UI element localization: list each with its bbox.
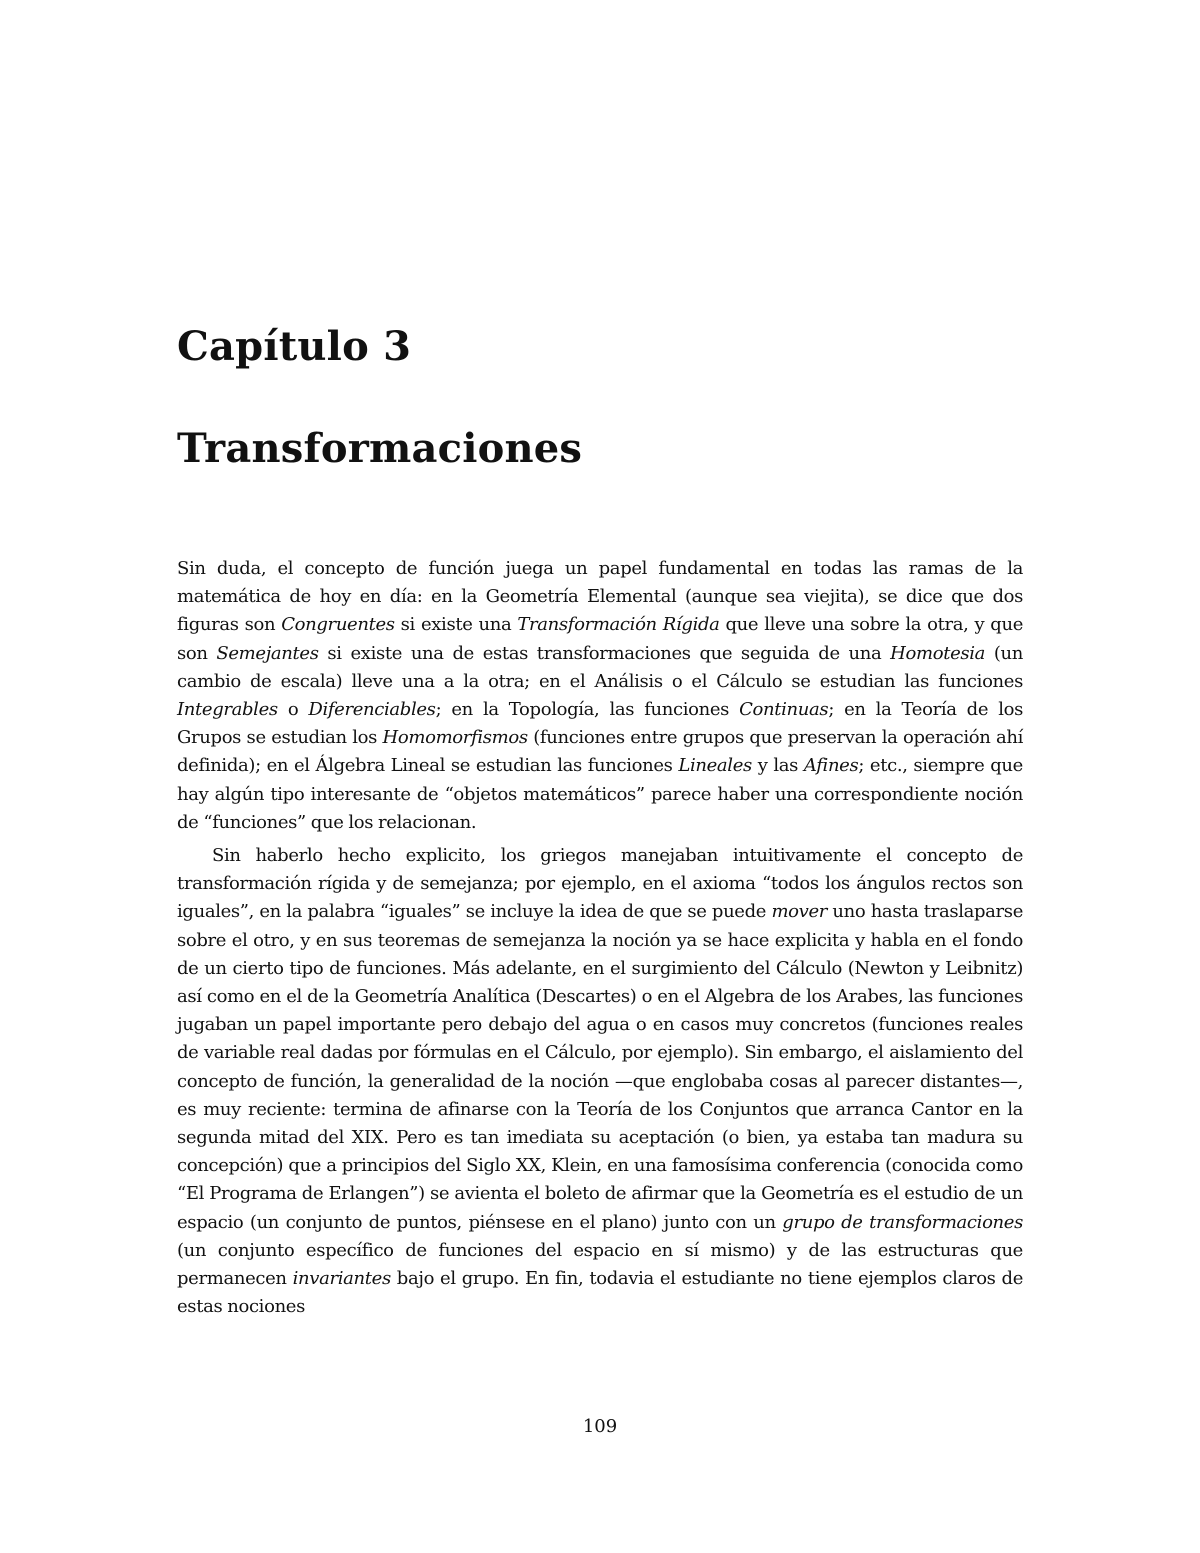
paragraph-2 [177,842,1023,1321]
page-number: 109 [582,1416,618,1437]
italic-term: Homomorfismos [382,727,528,749]
chapter-title: Transformaciones [177,425,583,472]
italic-term: Continuas [739,699,829,721]
text-segment: (funciones entre grupos que preservan la operación ahí definida); en el Álgebra Lineal se estudian las funciones [177,727,1023,777]
text-segment: y las [751,755,804,777]
italic-term: Lineales [678,755,752,777]
text-segment: ; en la Teoría de los Grupos se estudian los [177,699,1023,749]
text-segment: o [277,699,309,721]
italic-term: Transformación Rígida [517,614,720,636]
italic-term: Homotesia [890,642,986,664]
text-segment: uno hasta traslaparse sobre el otro, y en sus teoremas de semejanza la noción ya se hace explicita y habla en el fondo de un cierto tipo de funciones. Más adelante, en el surgimiento del Cálculo (Newton y Leibnitz) así como en el de la Geometría Analítica (Descartes) o en el Algebra de los Arabes, las funciones jugaban un papel importante pero debajo del agua o en casos muy concretos (funciones reales de variable real dadas por fórmulas en el Cálculo, por ejemplo). Sin embargo, el aislamiento del concepto de función, la generalidad de la noción —que englobaba cosas al parecer distantes—, es muy reciente: termina de afinarse con la Teoría de los Conjuntos que arranca Cantor en la segunda mitad del XIX. Pero es tan imediata su aceptación (o bien, ya estaba tan madura su concepción) que a principios del Siglo XX, Klein, en una famosísima conferencia (conocida como “El Programa de Erlangen”) se avienta el boleto de afirmar que la Geometría es el estudio de un espacio (un conjunto de puntos, piénsese en el plano) junto con un [177,901,1024,1233]
italic-term: Integrables [177,699,278,721]
italic-term: Diferenciables [308,699,436,721]
italic-term: invariantes [292,1268,391,1290]
italic-term: Congruentes [281,614,395,636]
body-text [177,555,1023,1326]
italic-term: mover [771,901,828,923]
text-segment: si existe una de estas transformaciones que seguida de una [318,642,891,664]
text-segment: si existe una [394,614,518,636]
text-segment: (un cambio de escala) lleve una a la otra; en el Análisis o el Cálculo se estudian las funciones [177,642,1023,692]
text-segment: bajo el grupo. En fin, todavia el estudiante no tiene ejemplos claros de estas nociones [177,1268,1023,1318]
chapter-label: Capítulo 3 [177,323,412,370]
paragraph-1 [177,555,1023,837]
italic-term: Afines [803,755,859,777]
text-segment: Sin haberlo hecho explicito, los griegos manejaban intuitivamente el concepto de transformación rígida y de semejanza; por ejemplo, en el axioma “todos los ángulos rectos son iguales”, en la palabra “iguales” se incluye la idea de que se puede [177,845,1023,923]
text-segment: ; en la Topología, las funciones [435,699,740,721]
text-segment: Sin duda, el concepto de función juega un papel fundamental en todas las ramas de la matemática de hoy en día: en la Geometría Elemental (aunque sea viejita), se dice que dos figuras son [177,558,1023,636]
text-segment: ; etc., siempre que hay algún tipo interesante de “objetos matemáticos” parece haber una correspondiente noción de “funciones” que los relacionan. [177,755,1023,833]
text-segment: (un conjunto específico de funciones del espacio en sí mismo) y de las estructuras que permanecen [177,1239,1023,1290]
text-segment: que lleve una sobre la otra, y que son [177,614,1023,664]
italic-term: grupo de transformaciones [782,1211,1023,1233]
italic-term: Semejantes [216,642,319,664]
